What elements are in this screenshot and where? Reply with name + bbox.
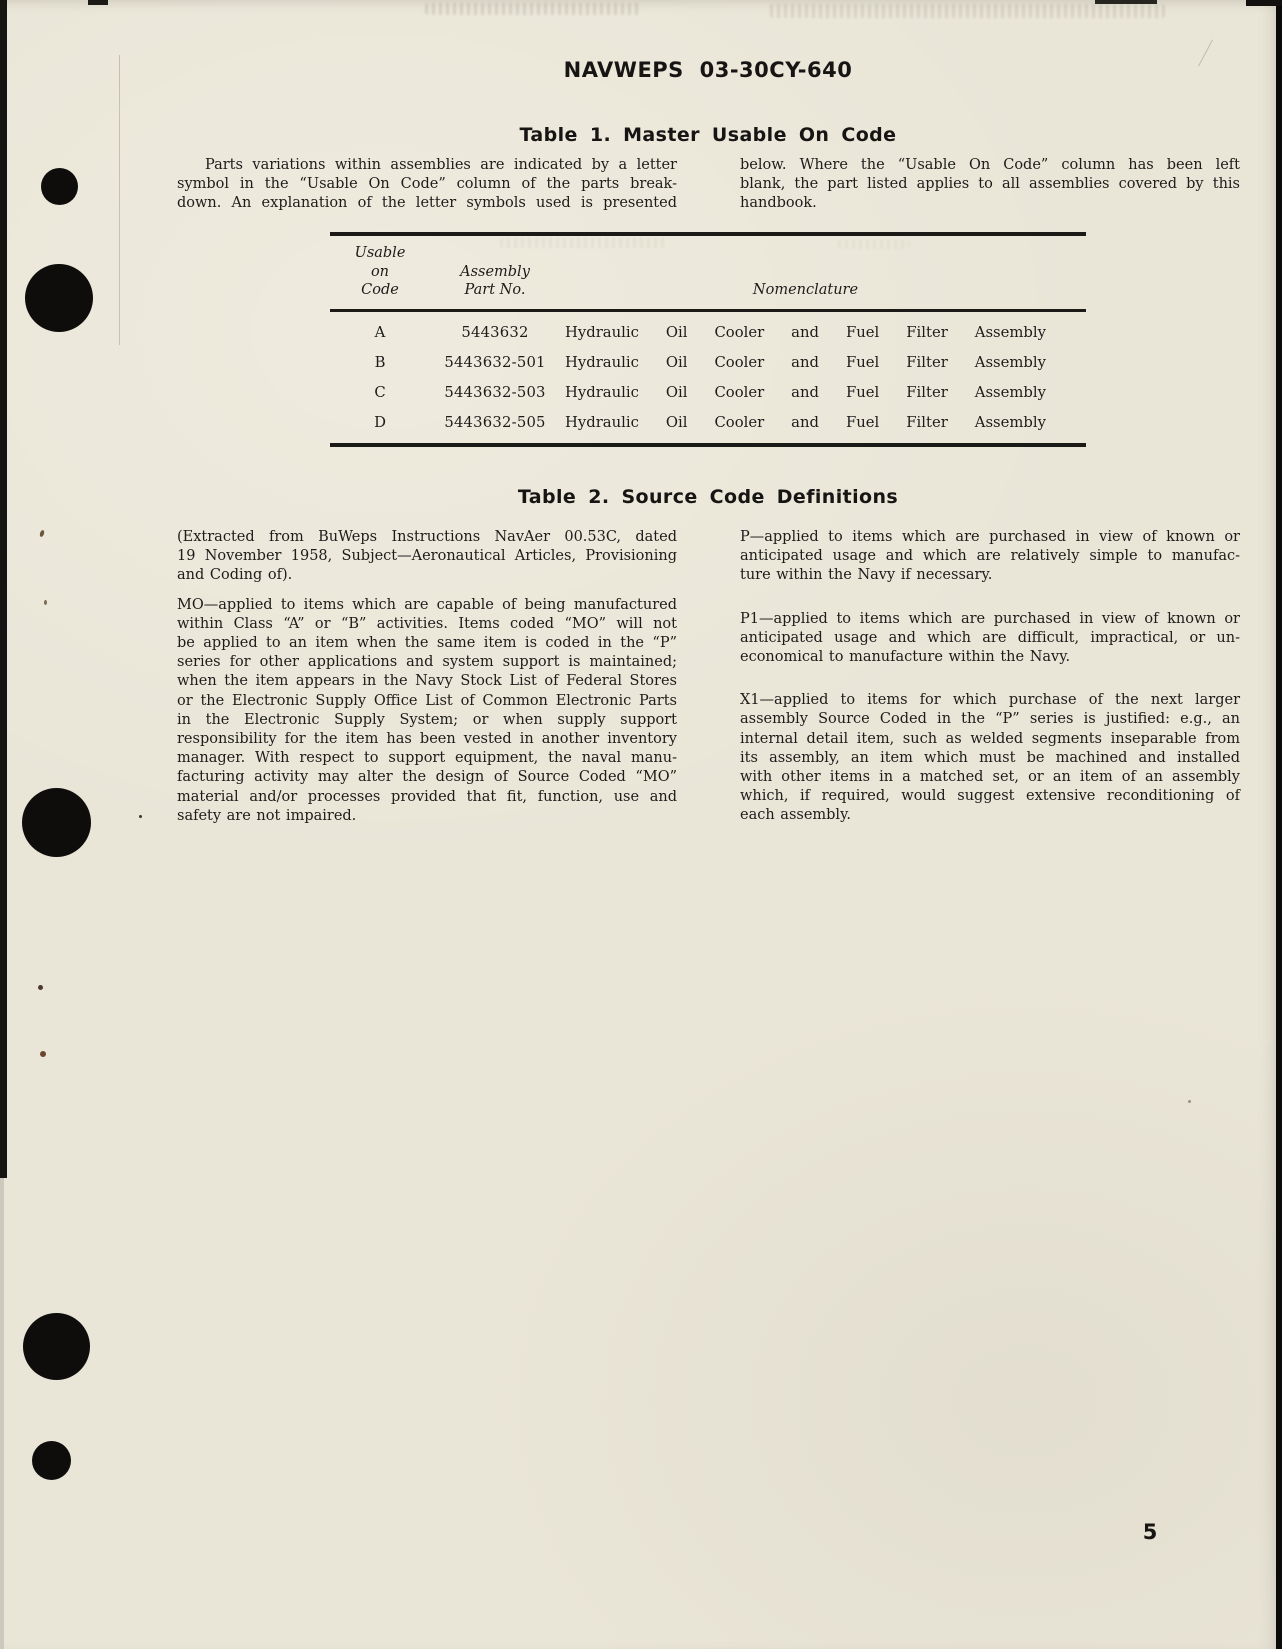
cell-nomenclature: Hydraulic Oil Cooler and Fuel Filter Assembly (565, 324, 1046, 341)
column-header-nomenclature (560, 281, 1086, 300)
table-row (330, 318, 1086, 348)
hole-punch (41, 168, 78, 205)
paragraph-p1-definition (740, 610, 1240, 668)
cell-assembly-part-no: 5443632-503 (444, 384, 546, 401)
ink-bleed-smudge (770, 4, 1165, 18)
cell-usable-on-code: B (374, 354, 386, 371)
text-line: or the Electronic Supply Office List of Common Electronic Parts (177, 692, 677, 709)
text-line: ture within the Navy if necessary. (740, 567, 993, 584)
cell-usable-on-code: C (374, 384, 386, 401)
scan-edge-top-mark (88, 0, 108, 5)
text-line: X1—applied to items for which purchase of the next larger (740, 692, 1240, 709)
column-header-usable-on-code (330, 244, 430, 300)
text-line: in the Electronic Supply System; or when supply support (177, 711, 677, 728)
text-line: its assembly, an item which must be machined and installed (740, 749, 1240, 766)
table-rule-bottom (330, 443, 1086, 447)
cell-nomenclature: Hydraulic Oil Cooler and Fuel Filter Assembly (565, 354, 1046, 371)
cell-usable-on-code: D (374, 414, 386, 431)
column-header-assembly-part-no (430, 263, 560, 300)
cell-usable-on-code: A (374, 324, 386, 341)
text-line: be applied to an item when the same item is coded in the “P” (177, 635, 677, 652)
table-row (330, 348, 1086, 378)
table1-intro-left-column (177, 156, 677, 214)
text-line: 19 November 1958, Subject—Aeronautical Articles, Provisioning (177, 548, 677, 565)
text-line: MO—applied to items which are capable of being manufactured (177, 596, 677, 613)
text-line: with other items in a matched set, or an item of an assembly (740, 769, 1240, 786)
scan-scratch (119, 55, 120, 345)
paragraph-mo-definition (177, 596, 677, 826)
table1-intro-right-column (740, 156, 1240, 214)
paragraph-p-definition (740, 528, 1240, 586)
text-line: anticipated usage and which are difficult, impractical, or un- (740, 629, 1240, 646)
table-row (330, 378, 1086, 408)
paper-speck (40, 1051, 46, 1057)
doc-number: NAVWEPS 03-30CY-640 (563, 58, 853, 82)
scan-edge-left-lower (0, 1178, 4, 1649)
paper-speck (39, 530, 45, 538)
scan-edge-left (0, 0, 7, 1178)
header-line: Nomenclature (752, 282, 859, 298)
scan-edge-right (1276, 0, 1282, 1649)
text-line: assembly Source Coded in the “P” series is justified: e.g., an (740, 711, 1240, 728)
text-line: symbol in the “Usable On Code” column of the parts break- (177, 176, 677, 193)
text-line: P—applied to items which are purchased in view of known or (740, 529, 1240, 545)
hole-punch (22, 788, 91, 857)
table2-left-column (177, 528, 677, 826)
text-line: material and/or processes provided that fit, function, use and (177, 788, 677, 805)
table2-right-column (740, 528, 1240, 826)
ink-bleed-smudge (425, 3, 640, 15)
paper-speck (44, 600, 47, 605)
text-line: each assembly. (740, 807, 851, 824)
hole-punch (23, 1313, 90, 1380)
text-line: internal detail item, such as welded segments inseparable from (740, 730, 1240, 747)
text-line: anticipated usage and which are relatively simple to manufac- (740, 548, 1240, 565)
header-line: on (370, 263, 390, 280)
hole-punch (32, 1441, 71, 1480)
cell-assembly-part-no: 5443632-501 (444, 354, 546, 371)
text-line: facturing activity may alter the design of Source Coded “MO” (177, 769, 677, 786)
paper-speck (1188, 1100, 1191, 1103)
text-line: when the item appears in the Navy Stock List of Federal Stores (177, 673, 677, 690)
cell-assembly-part-no: 5443632-505 (444, 414, 546, 431)
text-line: safety are not impaired. (177, 807, 357, 824)
paragraph-x1-definition (740, 691, 1240, 825)
table-body (330, 312, 1086, 443)
text-line: (Extracted from BuWeps Instructions NavAer 00.53C, dated (177, 529, 677, 545)
header-line: Code (361, 282, 399, 298)
text-line: within Class “A” or “B” activities. Items coded “MO” will not (177, 615, 677, 632)
hole-punch (25, 264, 93, 332)
table1-title: Table 1. Master Usable On Code (519, 124, 897, 146)
text-line: responsibility for the item has been vested in another inventory (177, 731, 677, 748)
header-line: Usable (354, 245, 406, 261)
text-line: series for other applications and system support is maintained; (177, 654, 677, 671)
text-line: and Coding of). (177, 567, 293, 584)
master-usable-on-code-table (330, 232, 1086, 447)
paragraph-extracted-note (177, 528, 677, 586)
table-header-row (330, 236, 1086, 309)
text-line: P1—applied to items which are purchased in view of known or (740, 610, 1240, 627)
paper-speck (38, 985, 43, 990)
cell-assembly-part-no: 5443632 (461, 324, 529, 341)
text-line: blank, the part listed applies to all assemblies covered by this (740, 176, 1240, 193)
text-line: below. Where the “Usable On Code” column has been left (740, 157, 1240, 173)
text-line: which, if required, would suggest extensive reconditioning of (740, 788, 1240, 805)
header-line: Part No. (464, 282, 526, 298)
header-line: Assembly (460, 263, 530, 280)
text-line: manager. With respect to support equipment, the naval manu- (177, 750, 677, 767)
cell-nomenclature: Hydraulic Oil Cooler and Fuel Filter Assembly (565, 414, 1046, 431)
table-row (330, 408, 1086, 438)
text-line: handbook. (740, 195, 817, 212)
table2-title: Table 2. Source Code Definitions (517, 486, 899, 508)
text-line: down. An explanation of the letter symbols used is presented (177, 195, 677, 212)
page-number: 5 (1142, 1520, 1158, 1544)
text-line: economical to manufacture within the Navy. (740, 649, 1071, 666)
paper-speck (139, 815, 142, 818)
scan-edge-top-corner (1246, 0, 1282, 6)
cell-nomenclature: Hydraulic Oil Cooler and Fuel Filter Assembly (565, 384, 1046, 401)
text-line: Parts variations within assemblies are indicated by a letter (205, 157, 677, 173)
